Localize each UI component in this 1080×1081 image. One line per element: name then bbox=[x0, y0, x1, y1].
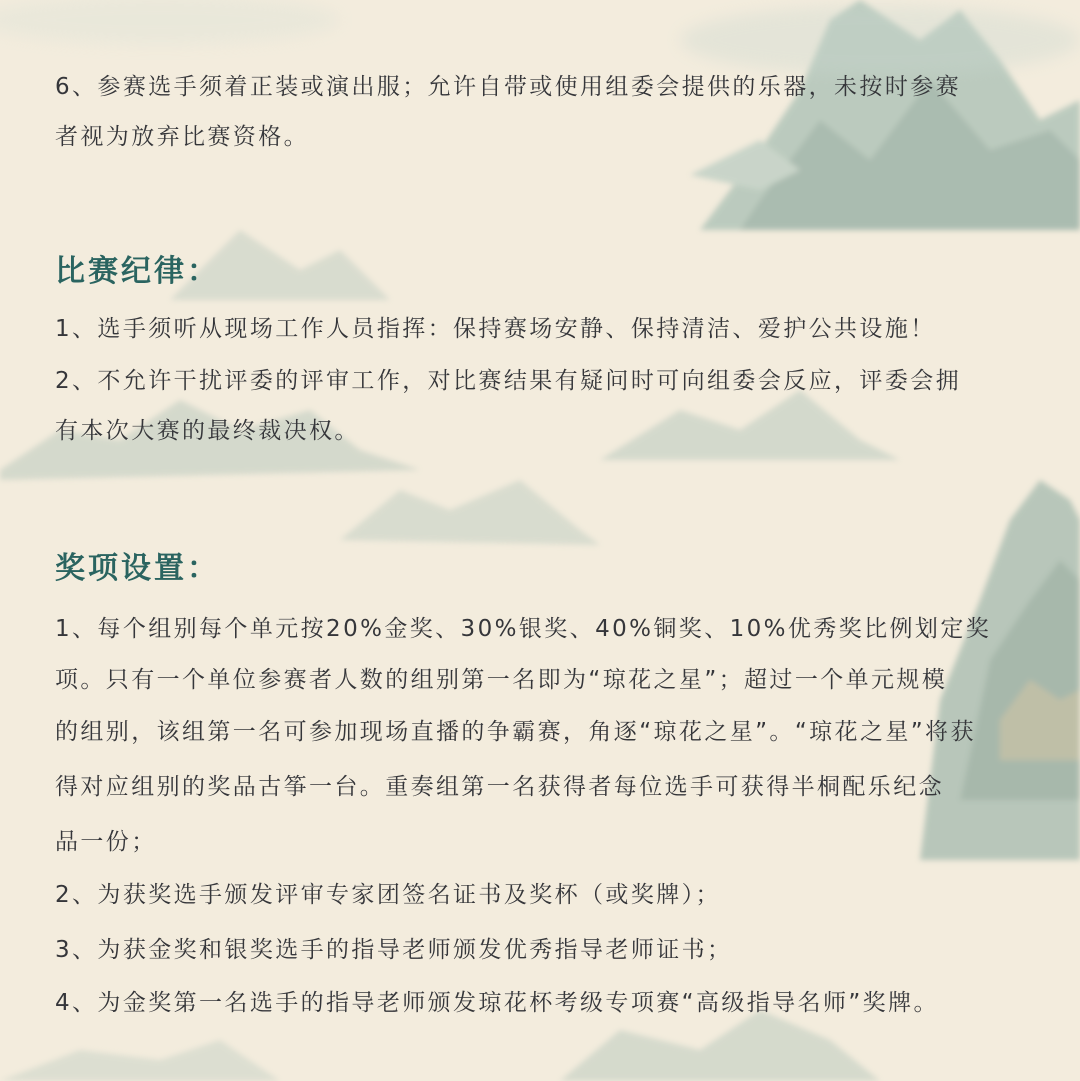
awards-line: 2、为获奖选手颁发评审专家团签名证书及奖杯（或奖牌）； bbox=[55, 882, 721, 908]
rule-line: 6、参赛选手须着正装或演出服；允许自带或使用组委会提供的乐器，未按时参赛 bbox=[55, 74, 962, 100]
section-heading-awards: 奖项设置： bbox=[55, 551, 220, 586]
discipline-line: 1、选手须听从现场工作人员指挥：保持赛场安静、保持清洁、爱护公共设施！ bbox=[55, 316, 936, 342]
section-heading-discipline: 比赛纪律： bbox=[55, 254, 220, 289]
discipline-line: 2、不允许干扰评委的评审工作，对比赛结果有疑问时可向组委会反应，评委会拥 bbox=[55, 368, 962, 394]
rule-line: 者视为放弃比赛资格。 bbox=[55, 124, 309, 150]
awards-line: 4、为金奖第一名选手的指导老师颁发琼花杯考级专项赛“高级指导名师”奖牌。 bbox=[55, 990, 939, 1016]
awards-line: 3、为获金奖和银奖选手的指导老师颁发优秀指导老师证书； bbox=[55, 937, 733, 963]
awards-line: 品一份； bbox=[55, 829, 157, 855]
awards-line: 1、每个组别每个单元按20%金奖、30%银奖、40%铜奖、10%优秀奖比例划定奖 bbox=[55, 616, 992, 642]
discipline-line: 有本次大赛的最终裁决权。 bbox=[55, 418, 360, 444]
awards-line: 得对应组别的奖品古筝一台。重奏组第一名获得者每位选手可获得半桐配乐纪念 bbox=[55, 774, 944, 800]
awards-line: 的组别，该组第一名可参加现场直播的争霸赛，角逐“琼花之星”。“琼花之星”将获 bbox=[55, 719, 976, 745]
awards-line: 项。只有一个单位参赛者人数的组别第一名即为“琼花之星”；超过一个单元规模 bbox=[55, 667, 948, 693]
